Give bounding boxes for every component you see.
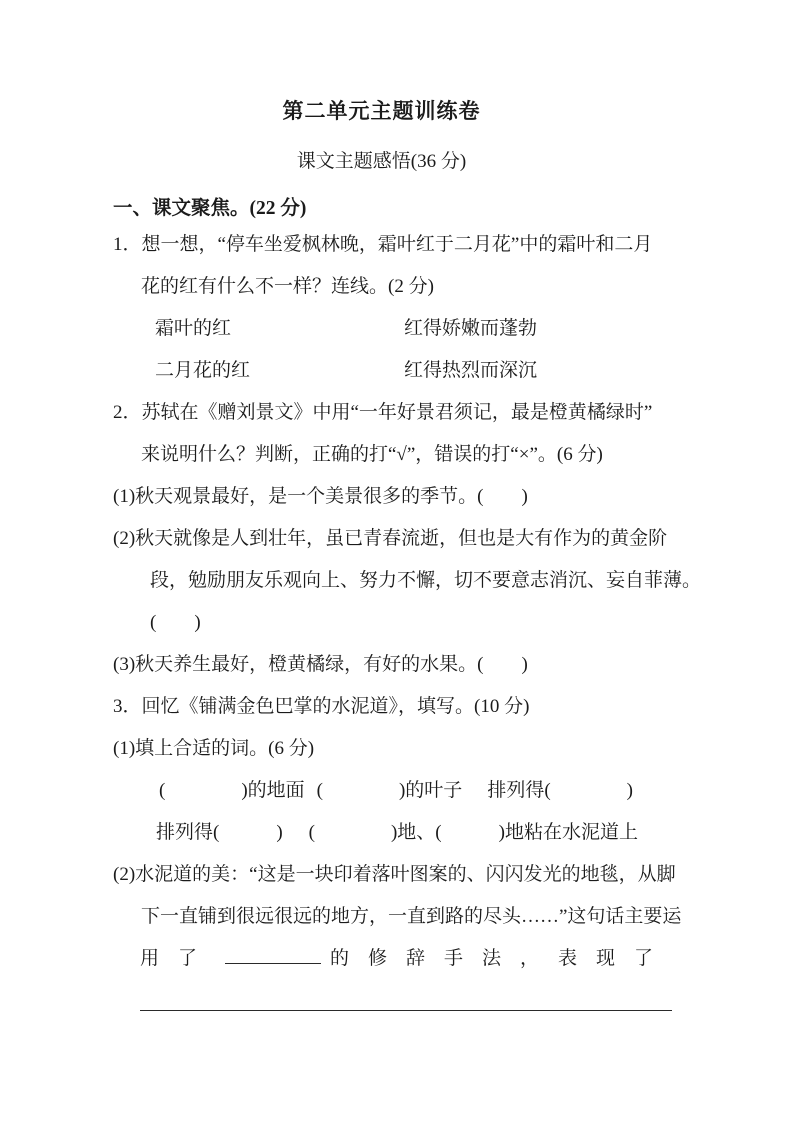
subtitle: 课文主题感悟(36 分) xyxy=(296,151,467,172)
q2-line-1: 2．苏轼在《赠刘景文》中用“一年好景君须记，最是橙黄橘绿时” xyxy=(113,402,653,423)
q3-item-2-line-2: 下一直铺到很远很远的地方，一直到路的尽头……”这句话主要运 xyxy=(141,906,682,927)
q3-blank-leaves: ( )的叶子 xyxy=(316,780,463,801)
q1-match-left-2: 二月花的红 xyxy=(155,360,251,381)
answer-line-blank xyxy=(140,1010,672,1011)
q3-blank-arranged-1: 排列得( ) xyxy=(487,780,633,801)
q1-match-left-1: 霜叶的红 xyxy=(155,318,232,339)
q3-item-2-line-1: (2)水泥道的美：“这是一块印着落叶图案的、闪闪发光的地毯，从脚 xyxy=(113,864,676,885)
q3-blanks-row-2 xyxy=(113,812,690,854)
answer-blank-inline xyxy=(225,939,321,964)
q2-item-3: (3)秋天养生最好，橙黄橘绿，有好的水果。( ) xyxy=(113,654,528,675)
q1-match-row-1 xyxy=(113,308,690,350)
q1-match-right-2: 红得热烈而深沉 xyxy=(404,360,538,381)
q1-line-2: 花的红有什么不一样？连线。(2 分) xyxy=(141,276,434,297)
q2-item-2-line-2: 段，勉励朋友乐观向上、努力不懈，切不要意志消沉、妄自菲薄。 xyxy=(150,570,702,591)
q3-fill-pre-text: 用了 xyxy=(140,948,217,969)
q3-blank-stick: ( )地、( )地粘在水泥道上 xyxy=(308,822,638,843)
q3-blanks-row-1 xyxy=(113,770,690,812)
q3-line-1: 3．回忆《铺满金色巴掌的水泥道》，填写。(10 分) xyxy=(113,696,530,717)
page-title: 第二单元主题训练卷 xyxy=(282,99,481,123)
q3-blank-ground: ( )的地面 xyxy=(159,780,305,801)
q2-item-1: (1)秋天观景最好，是一个美景很多的季节。( ) xyxy=(113,486,528,507)
q1-match-right-1: 红得娇嫩而蓬勃 xyxy=(404,318,538,339)
exam-content xyxy=(113,96,702,1022)
section-one-heading: 一、课文聚焦。(22 分) xyxy=(113,198,307,219)
q3-answer-line-row xyxy=(113,980,690,1022)
q2-item-2-answer-brackets: ( ) xyxy=(150,612,201,633)
q3-item-1: (1)填上合适的词。(6 分) xyxy=(113,738,315,759)
q3-fill-post-text: 的修辞手法，表现了 xyxy=(329,948,672,969)
q1-line-1: 1．想一想，“停车坐爱枫林晚，霜叶红于二月花”中的霜叶和二月 xyxy=(113,234,653,255)
q2-item-2-line-1: (2)秋天就像是人到壮年，虽已青春流逝，但也是大有作为的黄金阶 xyxy=(113,528,668,549)
q3-blank-arranged-2: 排列得( ) xyxy=(156,822,283,843)
q2-line-2: 来说明什么？判断，正确的打“√”，错误的打“×”。(6 分) xyxy=(141,444,603,465)
q3-item-2-fill-line xyxy=(140,938,672,980)
q1-match-row-2 xyxy=(113,350,690,392)
